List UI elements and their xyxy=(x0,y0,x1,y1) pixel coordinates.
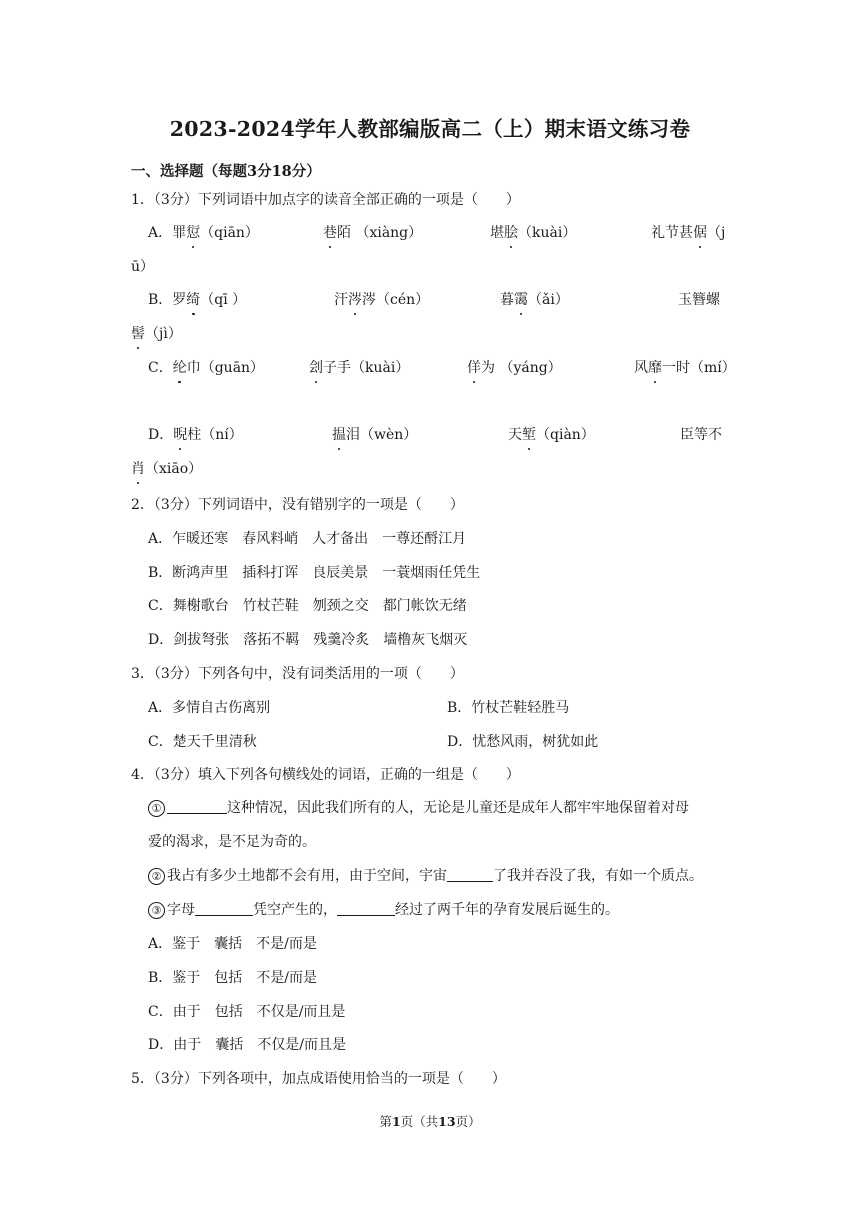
section-heading: 一、选择题（每题3分18分） xyxy=(131,163,321,180)
q4-stem: 4．（3分）填入下列各句横线处的词语，正确的一组是（ ） xyxy=(131,767,520,783)
page-title: 2023-2024学年人教部编版高二（上）期末语文练习卷 xyxy=(169,117,691,141)
emphasis-char: 刽 xyxy=(309,360,323,376)
q4-option-c: C．由于 包括 不仅是/而且是 xyxy=(148,1004,346,1020)
emphasis-char: 涔 xyxy=(348,292,362,308)
emphasis-char: 愆 xyxy=(186,225,201,241)
emphasis-char: 巷 xyxy=(323,225,337,241)
emphasis-char: 霭 xyxy=(514,292,528,308)
emphasis-char: 肖 xyxy=(131,461,145,477)
emphasis-char: 倨 xyxy=(693,225,707,241)
emphasis-char: 髻 xyxy=(131,326,145,342)
emphasis-char: 靡 xyxy=(648,360,662,376)
q4-option-a: A．鉴于 囊括 不是/而是 xyxy=(148,936,317,952)
q1-option-c: C．纶巾（guān） xyxy=(148,360,265,376)
document-page: 2023-2024学年人教部编版高二（上）期末语文练习卷 一、选择题（每题3分18分） 1．（3分）下列词语中加点字的读音全部正确的一项是（ ） A．罪愆（qiān） 巷陌 （xiàng） 堪脍（kuài） 礼节甚倨（j ū） B．罗绮（qī ） 汗涔涔（cén） 暮霭（ǎi） 玉簪螺 髻（jì） C．纶巾（guān） 刽子手（kuài） 佯为 （yáng） 风靡一时（mí） D．晲柱（ní） 揾泪（wèn） 天堑（qiàn） 臣等不 肖（xiāo） 2．（3分）下列词语中，没有错别字的一项是（ ） A．乍暖还寒 春风料峭 人才备出 一尊还酹江月 B．断鸿声里 插科打诨 良辰美景 一蓑烟雨任凭生 C．舞榭歌台 竹杖芒鞋 刎颈之交 都门帐饮无绪 D．剑拔弩张 落拓不羁 残羹冷炙 墙橹灰飞烟灭 3．（3分）下列各句中，没有词类活用的一项（ ） A．多情自古伤离别 B．竹杖芒鞋轻胜马 C．楚天千里清秋 D．忧愁风雨，树犹如此 4．（3分）填入下列各句横线处的词语，正确的一组是（ ） ① 这种情况，因此我们所有的人，无论是儿童还是成年人都牢牢地保留着对母 爱的渴求，是不足为奇的。 ② 我占有多少土地都不会有用，由于空间，宇宙 了我并吞没了我，有如一个质点。 ③ 字母 凭空产生的， 经过了两千年的孕育发展后诞生的。 A．鉴于 囊括 不是/而是 B．鉴于 包括 不是/而是 C．由于 包括 不仅是/而且是 D．由于 囊括 不仅是/而且是 5．（3分）下列各项中，加点成语使用恰当的一项是（ ） 第1页（共13页） xyxy=(0,0,860,1216)
emphasis-char: 堑 xyxy=(522,427,536,443)
q3-option-d: D．忧愁风雨，树犹如此 xyxy=(447,734,599,750)
q4-sentence-2: ② 我占有多少土地都不会有用，由于空间，宇宙 了我并吞没了我，有如一个质点。 xyxy=(148,867,703,885)
q4-option-b: B．鉴于 包括 不是/而是 xyxy=(148,970,318,986)
q2-option-d: D．剑拔弩张 落拓不羁 残羹冷炙 墙橹灰飞烟灭 xyxy=(148,632,468,648)
answer-blank xyxy=(195,901,253,916)
q2-option-b: B．断鸿声里 插科打诨 良辰美景 一蓑烟雨任凭生 xyxy=(148,565,481,581)
q3-option-c: C．楚天千里清秋 xyxy=(148,734,257,750)
q3-option-b: B．竹杖芒鞋轻胜马 xyxy=(447,700,570,716)
emphasis-char: 晲 xyxy=(173,427,188,443)
emphasis-char: 纶 xyxy=(172,360,187,376)
q2-option-c: C．舞榭歌台 竹杖芒鞋 刎颈之交 都门帐饮无绪 xyxy=(148,598,467,614)
q4-sentence-3: ③ 字母 凭空产生的， 经过了两千年的孕育发展后诞生的。 xyxy=(148,901,619,919)
page-total: 13 xyxy=(438,1114,456,1129)
answer-blank xyxy=(167,799,227,814)
emphasis-char: 脍 xyxy=(504,225,518,241)
q1-option-a: A．罪愆（qiān） xyxy=(148,225,259,241)
answer-blank xyxy=(337,901,395,916)
q4-sentence-1: ① 这种情况，因此我们所有的人，无论是儿童还是成年人都牢牢地保留着对母 xyxy=(148,799,689,817)
emphasis-char: 佯 xyxy=(467,360,481,376)
q2-stem: 2．（3分）下列词语中，没有错别字的一项是（ ） xyxy=(131,497,464,513)
q1-option-d: D．晲柱（ní） xyxy=(148,427,243,443)
answer-blank xyxy=(447,867,493,882)
q4-option-d: D．由于 囊括 不仅是/而且是 xyxy=(148,1037,346,1053)
q1-stem: 1．（3分）下列词语中加点字的读音全部正确的一项是（ ） xyxy=(131,192,520,208)
q5-stem: 5．（3分）下列各项中，加点成语使用恰当的一项是（ ） xyxy=(131,1071,506,1087)
q2-option-a: A．乍暖还寒 春风料峭 人才备出 一尊还酹江月 xyxy=(148,531,467,547)
emphasis-char: 绮 xyxy=(186,292,201,308)
q3-stem: 3．（3分）下列各句中，没有词类活用的一项（ ） xyxy=(131,666,464,682)
q1-option-b: B．罗绮（qī ） xyxy=(148,292,247,308)
emphasis-char: 揾 xyxy=(332,427,346,443)
page-footer: 第1页（共13页） xyxy=(379,1114,481,1129)
q3-option-a: A．多情自古伤离别 xyxy=(148,700,271,716)
page-number: 1 xyxy=(391,1114,401,1129)
